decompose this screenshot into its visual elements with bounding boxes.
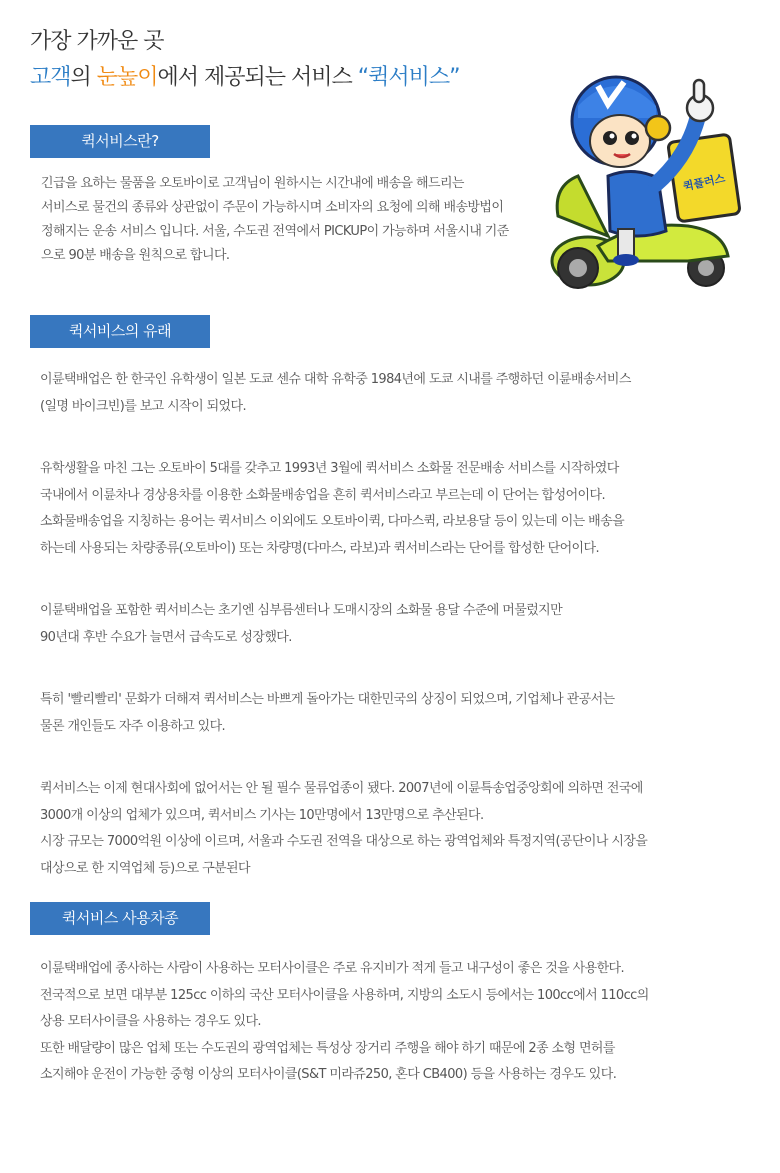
text-line: 3000개 이상의 업체가 있으며, 퀵서비스 기사는 10만명에서 13만명으로 추산된다. <box>40 807 484 823</box>
header-text: 에서 제공되는 서비스 <box>157 65 358 90</box>
spacer <box>40 420 647 456</box>
mascot-illustration <box>538 46 748 291</box>
header-highlight-eye-level: 눈높이 <box>96 65 158 90</box>
text-line: 유학생활을 마친 그는 오토바이 5대를 갖추고 1993년 3월에 퀵서비스 소화물 전문배송 서비스를 시작하였다 <box>40 461 619 476</box>
text-line: 퀵서비스는 이제 현대사회에 없어서는 안 될 필수 물류업종이 됐다. 2007년에 이륜특송업중앙회에 의하면 전국에 <box>40 781 643 796</box>
text-line: 소지해야 운전이 가능한 중형 이상의 모터사이클(S&T 미라쥬250, 혼다 CB400) 등을 사용하는 경우도 있다. <box>40 1067 617 1082</box>
text-line: 하는데 사용되는 차량종류(오토바이) 또는 차량명(다마스, 라보)과 퀵서비스라는 단어를 합성한 단어이다. <box>40 540 599 556</box>
text-line: 정해지는 운송 서비스 입니다. 서울, 수도권 전역에서 PICKUP이 가능하며 서울시내 기준 <box>41 224 509 239</box>
text-line: 국내에서 이륜차나 경상용차를 이용한 소화물배송업을 흔히 퀵서비스라고 부르는데 이 단어는 합성어이다. <box>40 487 606 503</box>
text-line: 긴급을 요하는 물품을 오토바이로 고객님이 원하시는 시간내에 배송을 해드리는 <box>41 176 464 191</box>
text-line: 서비스로 물건의 종류와 상관없이 주문이 가능하시며 소비자의 요청에 의해 배송방법이 <box>41 200 504 215</box>
section-origin-body <box>40 367 647 882</box>
spacer <box>40 651 647 687</box>
section-title-vehicles: 퀵서비스 사용차종 <box>30 902 210 935</box>
section-about-body <box>41 172 509 268</box>
text-line: 90년대 후반 수요가 늘면서 급속도로 성장했다. <box>40 629 292 645</box>
text-line: 이륜택배업에 종사하는 사람이 사용하는 모터사이클은 주로 유지비가 적게 들고 내구성이 좋은 것을 사용한다. <box>40 961 625 976</box>
text-line: 특히 '빨리빨리' 문화가 더해져 퀵서비스는 바쁘게 돌아가는 대한민국의 상징이 되었으며, 기업체나 관공서는 <box>40 692 615 707</box>
header-line-2 <box>30 62 460 94</box>
page-header <box>30 26 460 94</box>
text-line: 이륜택배업을 포함한 퀵서비스는 초기엔 심부름센터나 도매시장의 소화물 용달 수준에 머물렀지만 <box>40 603 563 618</box>
section-title-about: 퀵서비스란? <box>30 125 210 158</box>
section-vehicles-body <box>40 956 649 1089</box>
text-line: 시장 규모는 7000억원 이상에 이르며, 서울과 수도권 전역을 대상으로 하는 광역업체와 특정지역(공단이나 시장을 <box>40 834 648 849</box>
header-highlight-customer: 고객 <box>30 65 71 90</box>
text-line: 대상으로 한 지역업체 등)으로 구분된다 <box>40 860 250 876</box>
header-text: 의 <box>70 65 97 90</box>
spacer <box>40 562 647 598</box>
spacer <box>40 740 647 776</box>
text-line: 이륜택배업은 한 한국인 유학생이 일본 도쿄 센슈 대학 유학중 1984년에 도쿄 시내를 주행하던 이륜배송서비스 <box>40 372 631 387</box>
header-line-1: 가장 가까운 곳 <box>30 29 164 54</box>
header-highlight-quick-service: “퀵서비스” <box>357 65 460 90</box>
text-line: 소화물배송업을 지칭하는 용어는 퀵서비스 이외에도 오토바이퀵, 다마스퀵, 라보용달 등이 있는데 이는 배송을 <box>40 514 625 529</box>
text-line: 또한 배달량이 많은 업체 또는 수도권의 광역업체는 특성상 장거리 주행을 해야 하기 때문에 2종 소형 면허를 <box>40 1040 615 1056</box>
section-title-origin: 퀵서비스의 유래 <box>30 315 210 348</box>
text-line: 상용 모터사이클을 사용하는 경우도 있다. <box>40 1014 261 1029</box>
text-line: 전국적으로 보면 대부분 125cc 이하의 국산 모터사이클을 사용하며, 지방의 소도시 등에서는 100cc에서 110cc의 <box>40 987 649 1003</box>
text-line: 으로 90분 배송을 원칙으로 합니다. <box>41 248 230 263</box>
text-line: (일명 바이크빈)를 보고 시작이 되었다. <box>40 398 246 414</box>
box-badge-label: 퀵플러스 <box>681 171 727 194</box>
text-line: 물론 개인들도 자주 이용하고 있다. <box>40 718 226 734</box>
